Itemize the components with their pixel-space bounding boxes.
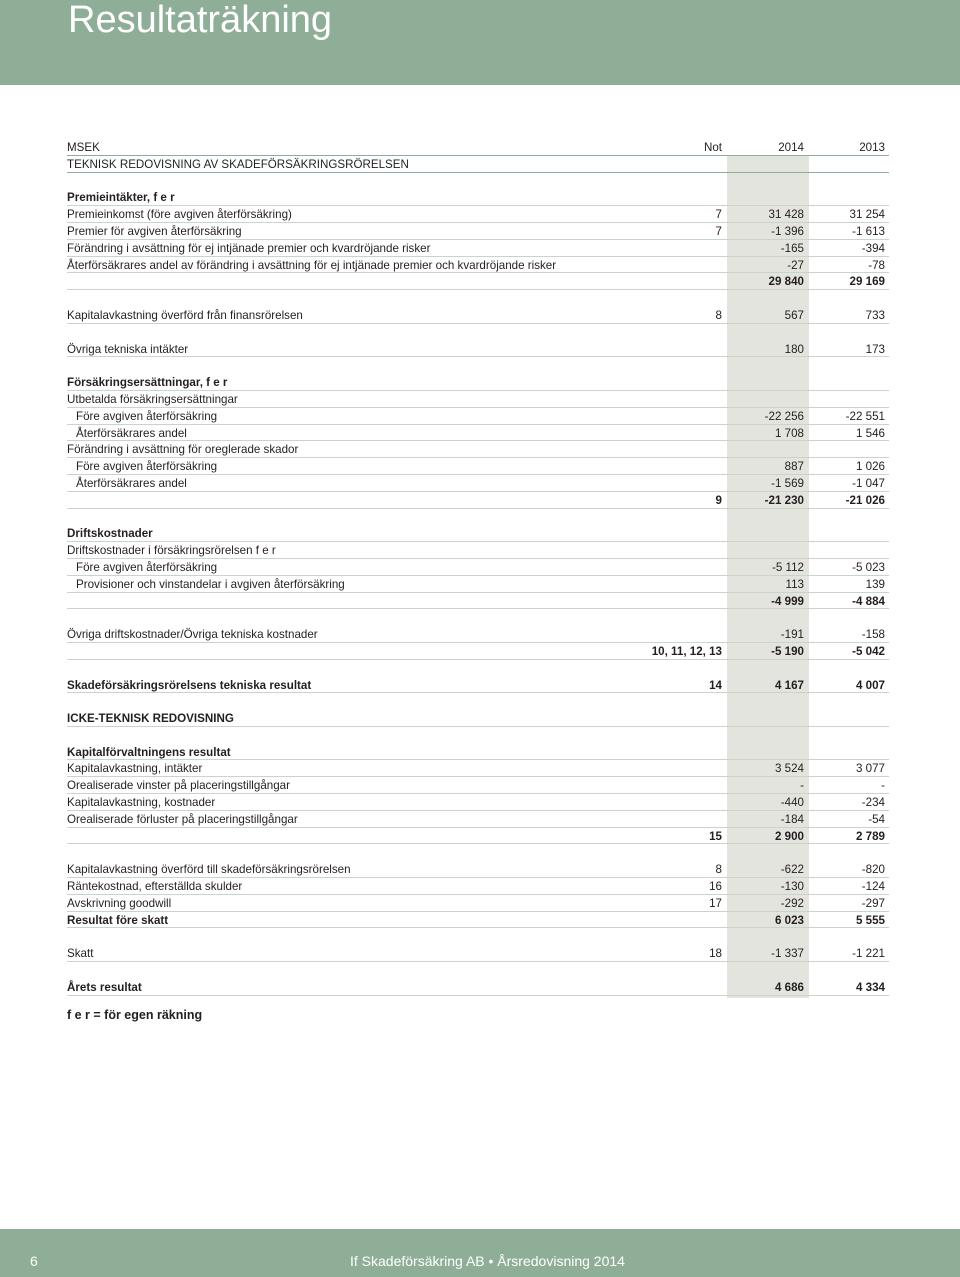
table-row (67, 945, 889, 962)
row-value-2013: 173 (865, 342, 885, 356)
row-label: Provisioner och vinstandelar i avgiven återförsäkring (76, 577, 345, 591)
spacer-row (67, 693, 889, 710)
row-value-2013: 1 026 (855, 460, 885, 474)
row-label: Utbetalda försäkringsersättningar (67, 392, 238, 406)
row-value-2013: -820 (861, 863, 885, 877)
table-row (67, 408, 889, 425)
row-value-2014: -1 396 (771, 224, 804, 238)
table-row (67, 626, 889, 643)
row-value-2013: -1 221 (852, 947, 885, 961)
row-value-2013: 29 169 (849, 275, 885, 289)
spacer-row (67, 844, 889, 861)
row-label: Driftskostnader (67, 527, 153, 541)
row-value-2013: -5 042 (852, 644, 885, 658)
row-value-2013: -54 (868, 812, 885, 826)
row-value-2013: 1 546 (855, 426, 885, 440)
table-row (67, 559, 889, 576)
row-value-2014: -130 (780, 880, 804, 894)
table-row (67, 777, 889, 794)
row-value-2013: 733 (865, 308, 885, 322)
row-value-2013: 31 254 (849, 208, 885, 222)
row-note: 14 (709, 678, 722, 692)
table-row (67, 744, 889, 761)
table-row (67, 341, 889, 358)
table-row (67, 223, 889, 240)
row-note: 9 (715, 493, 722, 507)
table-row (67, 576, 889, 593)
row-value-2014: 567 (784, 308, 804, 322)
table-row (67, 811, 889, 828)
row-label: Skatt (67, 947, 94, 961)
row-value-2014: 1 708 (774, 426, 804, 440)
row-value-2013: 4 007 (855, 678, 885, 692)
row-label: TEKNISK REDOVISNING AV SKADEFÖRSÄKRINGSRÖRELSEN (67, 157, 409, 171)
row-label: ICKE-TEKNISK REDOVISNING (67, 712, 234, 726)
table-row (67, 542, 889, 559)
row-label: Orealiserade förluster på placeringstillgångar (67, 812, 298, 826)
row-note: 16 (709, 880, 722, 894)
row-note: 10, 11, 12, 13 (651, 644, 722, 658)
row-value-2013: -22 551 (845, 409, 885, 423)
row-note: 17 (709, 896, 722, 910)
row-label: Kapitalavkastning, intäkter (67, 762, 203, 776)
row-value-2014: -440 (780, 796, 804, 810)
table-row (67, 156, 889, 173)
row-label: Återförsäkrares andel av förändring i avsättning för ej intjänade premier och kvardröjande risker (67, 258, 557, 272)
row-value-2014: -191 (780, 628, 804, 642)
table-row (67, 878, 889, 895)
row-value-2014: -4 999 (771, 594, 804, 608)
year-2014-header: 2014 (778, 141, 804, 154)
subtotal-row (67, 593, 889, 610)
row-note: 18 (709, 947, 722, 961)
table-row (67, 525, 889, 542)
spacer-row (67, 928, 889, 945)
row-value-2014: -1 569 (771, 476, 804, 490)
footer-publication: If Skadeförsäkring AB • Årsredovisning 2014 (350, 1253, 625, 1269)
row-value-2013: -5 023 (852, 560, 885, 574)
row-value-2014: 4 167 (774, 678, 804, 692)
row-label: Premieintäkter, f e r (67, 191, 175, 205)
row-label: Resultat före skatt (67, 913, 169, 927)
spacer-row (67, 324, 889, 341)
row-value-2013: -124 (861, 880, 885, 894)
row-label: Före avgiven återförsäkring (76, 409, 218, 423)
row-label: Förändring i avsättning för ej intjänade premier och kvardröjande risker (67, 241, 431, 255)
row-label: Årets resultat (67, 980, 142, 994)
row-value-2013: 139 (865, 577, 885, 591)
spacer-row (67, 509, 889, 526)
income-statement-table (67, 139, 889, 996)
table-row (67, 912, 889, 929)
table-row (67, 979, 889, 996)
row-value-2014: -292 (780, 896, 804, 910)
row-value-2013: -4 884 (852, 594, 885, 608)
row-value-2014: 31 428 (768, 208, 804, 222)
table-row (67, 257, 889, 274)
table-row (67, 240, 889, 257)
spacer-row (67, 290, 889, 307)
row-value-2013: -297 (861, 896, 885, 910)
row-label: Före avgiven återförsäkring (76, 560, 218, 574)
spacer-row (67, 609, 889, 626)
row-label: Kapitalavkastning överförd till skadeförsäkringsrörelsen (67, 863, 351, 877)
row-note: 7 (715, 224, 722, 238)
row-value-2013: 5 555 (855, 913, 885, 927)
row-note: 8 (715, 308, 722, 322)
table-row (67, 391, 889, 408)
row-label: Kapitalavkastning, kostnader (67, 796, 216, 810)
row-label: Förändring i avsättning för oreglerade skador (67, 443, 299, 457)
footer-band (0, 1229, 960, 1277)
row-label: Övriga tekniska intäkter (67, 342, 189, 356)
subtotal-row (67, 492, 889, 509)
row-label: Räntekostnad, efterställda skulder (67, 880, 243, 894)
table-row (67, 895, 889, 912)
row-label: Premieinkomst (före avgiven återförsäkring) (67, 208, 292, 222)
column-header-row (67, 139, 889, 156)
table-row (67, 441, 889, 458)
table-row (67, 794, 889, 811)
header-band (0, 0, 960, 85)
table-row (67, 425, 889, 442)
row-label: Kapitalförvaltningens resultat (67, 745, 231, 759)
row-value-2013: -21 026 (845, 493, 885, 507)
table-row (67, 760, 889, 777)
row-value-2013: -234 (861, 796, 885, 810)
row-label: Före avgiven återförsäkring (76, 460, 218, 474)
row-label: Driftskostnader i försäkringsrörelsen f e r (67, 544, 276, 558)
row-label: Övriga driftskostnader/Övriga tekniska kostnader (67, 628, 318, 642)
spacer-row (67, 660, 889, 677)
subtotal-row (67, 828, 889, 845)
page-number: 6 (30, 1253, 38, 1269)
row-label: Skadeförsäkringsrörelsens tekniska resultat (67, 678, 312, 692)
row-value-2014: 887 (784, 460, 804, 474)
spacer-row (67, 727, 889, 744)
unit-label: MSEK (67, 141, 100, 154)
table-body (67, 156, 889, 996)
row-note: 7 (715, 208, 722, 222)
table-row (67, 710, 889, 727)
table-row (67, 475, 889, 492)
footnote: f e r = för egen räkning (67, 1008, 203, 1022)
row-value-2014: 29 840 (768, 275, 804, 289)
row-note: 15 (709, 829, 722, 843)
row-label: Orealiserade vinster på placeringstillgångar (67, 779, 290, 793)
row-value-2013: -1 613 (852, 224, 885, 238)
row-value-2014: 6 023 (774, 913, 804, 927)
spacer-row (67, 357, 889, 374)
row-note: 8 (715, 863, 722, 877)
row-label: Premier för avgiven återförsäkring (67, 224, 242, 238)
table-row (67, 374, 889, 391)
table-row (67, 458, 889, 475)
table-row (67, 861, 889, 878)
row-value-2014: - (800, 779, 804, 793)
row-value-2013: -1 047 (852, 476, 885, 490)
row-value-2014: -1 337 (771, 947, 804, 961)
row-value-2013: 2 789 (855, 829, 885, 843)
table-row (67, 307, 889, 324)
row-value-2013: -78 (868, 258, 885, 272)
row-value-2014: 4 686 (774, 980, 804, 994)
row-value-2013: -158 (861, 628, 885, 642)
row-value-2013: 4 334 (855, 980, 885, 994)
row-value-2014: -5 112 (771, 560, 804, 574)
row-value-2014: 113 (785, 577, 804, 591)
table-row (67, 206, 889, 223)
row-label: Återförsäkrares andel (76, 426, 187, 440)
spacer-row (67, 173, 889, 190)
row-label: Återförsäkrares andel (76, 476, 187, 490)
row-value-2013: 3 077 (855, 762, 885, 776)
year-2013-header: 2013 (859, 141, 885, 154)
row-value-2014: -22 256 (764, 409, 804, 423)
subtotal-row (67, 273, 889, 290)
row-label: Försäkringsersättningar, f e r (67, 376, 228, 390)
row-value-2014: 3 524 (774, 762, 804, 776)
row-value-2014: 180 (784, 342, 804, 356)
note-column-header: Not (703, 141, 722, 154)
row-value-2014: -5 190 (771, 644, 804, 658)
row-value-2014: -184 (780, 812, 804, 826)
row-value-2013: - (881, 779, 885, 793)
spacer-row (67, 962, 889, 979)
row-value-2014: -21 230 (764, 493, 804, 507)
table-row (67, 189, 889, 206)
row-value-2014: 2 900 (774, 829, 804, 843)
subtotal-row (67, 643, 889, 660)
row-value-2014: -165 (780, 241, 804, 255)
row-value-2013: -394 (861, 241, 885, 255)
row-label: Kapitalavkastning överförd från finansrörelsen (67, 308, 303, 322)
row-value-2014: -622 (780, 863, 804, 877)
page-title: Resultaträkning (68, 0, 333, 41)
row-label: Avskrivning goodwill (67, 896, 172, 910)
row-value-2014: -27 (787, 258, 804, 272)
table-row (67, 677, 889, 694)
